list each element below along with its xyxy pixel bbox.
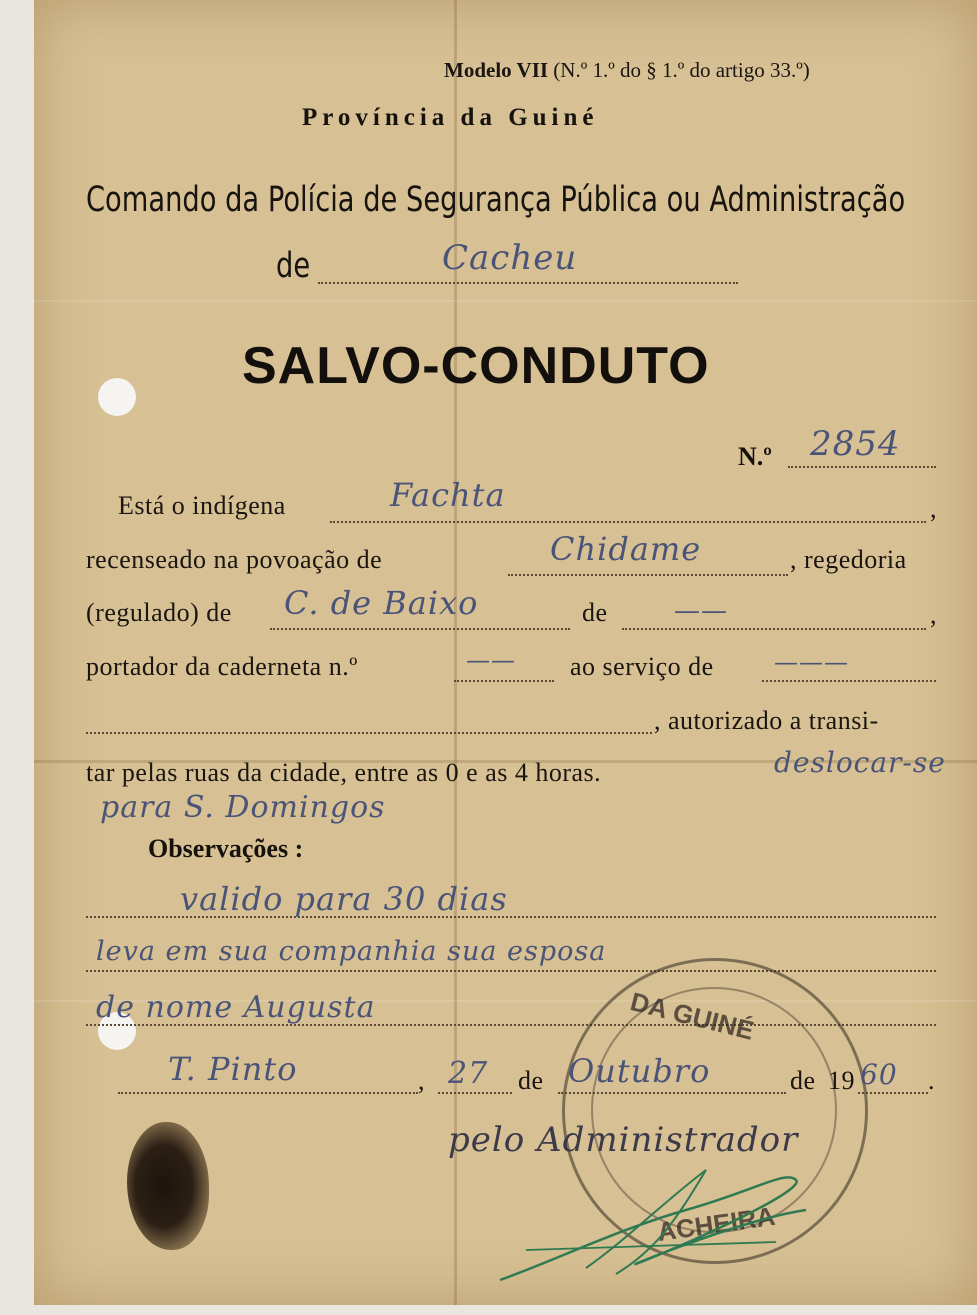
povoacao-label: recenseado na povoação de [86,545,383,574]
autorizado-label: , autorizado a transi- [654,706,879,735]
stamp-text-bottom: ACHEIRA [655,1200,777,1248]
command-location-value: Cacheu [442,238,578,278]
command-heading: Comando da Polícia de Segurança Pública ou Administração [86,180,906,220]
indigena-label: Está o indígena [118,491,286,520]
model-number: Modelo VII [444,58,549,82]
indigena-line [330,521,926,523]
comma: , [418,1066,425,1095]
observations-line-2 [86,970,936,972]
transitar-label: tar pelas ruas da cidade, entre as 0 e as 4 horas. [86,758,602,787]
number-line [788,466,936,468]
servico-line [762,680,936,682]
date-year-suffix: 60 [860,1058,898,1091]
stamp-text-top: DA GUINÉ [627,986,758,1046]
servico-label: ao serviço de [570,652,714,681]
command-location-line [318,282,738,284]
regedoria-label: , regedoria [790,545,907,574]
regulado-label: (regulado) de [86,598,232,627]
povoacao-line [508,574,788,576]
signature-by: pelo Administrador [448,1120,799,1160]
date-de-label: de [518,1066,544,1095]
model-reference [444,58,810,83]
number-label: N.º [738,442,772,471]
paper-crease [34,300,977,302]
caderneta-value: —— [466,646,516,674]
thumbprint [127,1122,209,1250]
date-month-line [558,1092,786,1094]
date-day: 27 [448,1056,489,1091]
regulado-line [270,628,570,630]
blank-line [86,732,652,734]
indigena-name: Fachta [390,476,506,514]
date-day-line [438,1092,512,1094]
date-year-line [858,1092,928,1094]
command-de-label: de [276,246,311,286]
date-de-label-2: de [790,1066,816,1095]
regulado-value: C. de Baixo [284,584,479,622]
article-reference: (N.º 1.º do § 1.º do artigo 33.º) [553,58,810,82]
observations-text-1: valido para 30 dias [180,880,508,918]
date-period: . [928,1066,935,1095]
transitar-note: deslocar-se [774,746,946,779]
regulado-de-line [622,628,926,630]
document-paper [34,0,977,1305]
caderneta-line [454,680,554,682]
green-signature [496,1150,816,1290]
comma: , [930,600,937,629]
observations-text-2: leva em sua companhia sua esposa [96,936,607,967]
servico-value: ——— [774,648,849,676]
document-title: SALVO-CONDUTO [242,337,710,395]
date-month: Outubro [568,1052,711,1090]
regulado-de-value: —— [674,596,728,626]
province-heading: Província da Guiné [302,104,599,131]
caderneta-label: portador da caderneta n.º [86,652,358,681]
transitar-note-continued: para S. Domingos [100,790,386,825]
date-place-line [118,1092,418,1094]
regulado-de-label: de [582,598,608,627]
punch-hole-top [98,378,136,416]
observations-text-3: de nome Augusta [96,990,376,1025]
number-value: 2854 [810,424,901,464]
observations-label: Observações : [148,834,304,863]
date-place: T. Pinto [168,1050,298,1088]
povoacao-value: Chidame [550,530,702,568]
comma: , [930,494,937,523]
date-year-prefix: 19 [828,1066,855,1095]
